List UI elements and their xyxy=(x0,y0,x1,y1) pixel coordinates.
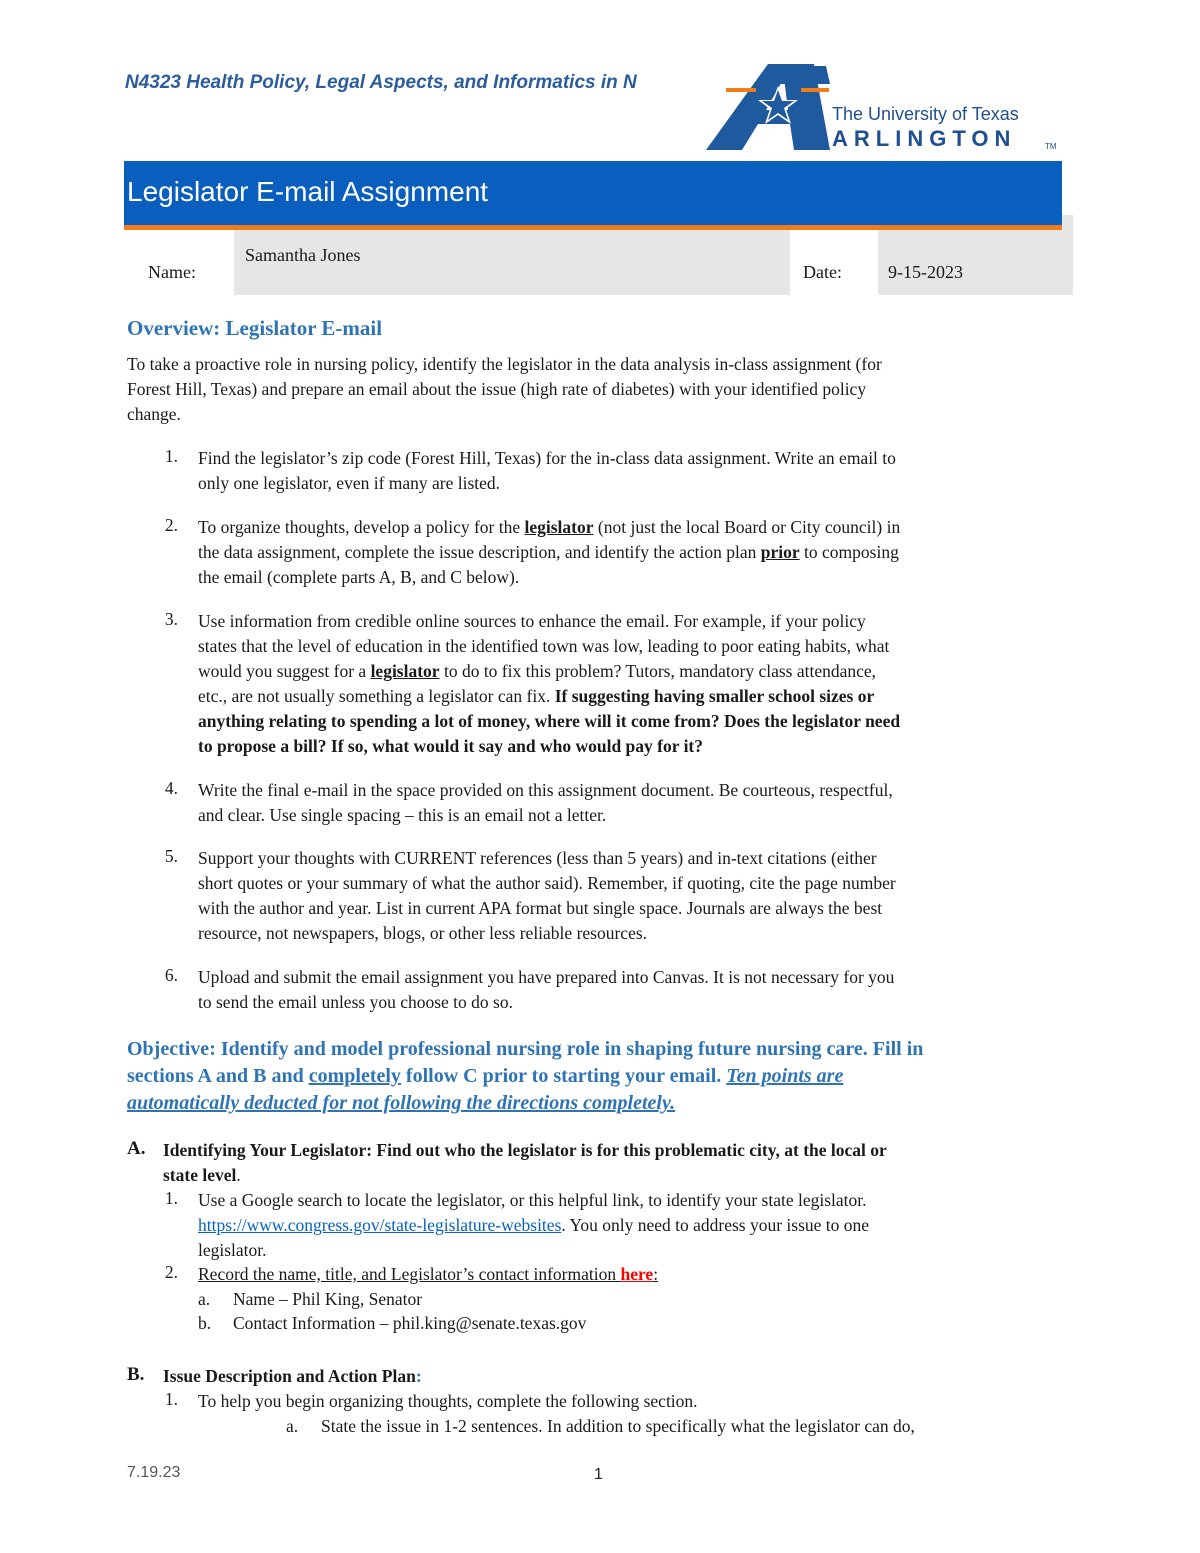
step-number: 5. xyxy=(164,846,178,866)
section-b-sub-a: State the issue in 1-2 sentences. In addition to specifically what the legislator can do, xyxy=(321,1416,915,1436)
step-1-text: Find the legislator’s zip code (Forest Hill, Texas) for the in-class data assignment. Write an email to only one legislator, even if many are listed. xyxy=(198,448,896,493)
objective-heading: Objective: Identify and model professional nursing role in shaping future nursing care. Fill in sections A and B and completely follow C prior to starting your email. Ten points are automatically deducted for not following the directions completely. xyxy=(127,1038,924,1114)
overview-paragraph: To take a proactive role in nursing policy, identify the legislator in the data analysis in-class assignment (for Forest Hill, Texas) and prepare an email about the issue (high rate of diabetes) with your identified policy change. xyxy=(127,354,882,424)
section-b-item-number: 1. xyxy=(164,1389,178,1409)
section-b-letter: B. xyxy=(127,1364,145,1385)
step-number: 3. xyxy=(164,609,178,629)
step-5-text: Support your thoughts with CURRENT references (less than 5 years) and in-text citations (either short quotes or your summary of what the author said). Remember, if quoting, cite the page number with the author and year. List in current APA format but single space. Journals are always the best resource, not newspapers, blogs, or other less reliable resources. xyxy=(198,848,896,943)
overview-heading: Overview: Legislator E-mail xyxy=(127,316,383,340)
step-4-text: Write the final e-mail in the space provided on this assignment document. Be courteous, respectful, and clear. Use single spacing – this is an email not a letter. xyxy=(198,780,893,825)
course-title: N4323 Health Policy, Legal Aspects, and Informatics in N xyxy=(125,72,637,93)
section-a-item-1: Use a Google search to locate the legislator, or this helpful link, to identify your state legislator. https://www.congress.gov/state-legislature-websites. You only need to address your issue to one legislator. xyxy=(198,1190,870,1260)
step-3-text: Use information from credible online sources to enhance the email. For example, if your policy states that the level of education in the identified town was low, leading to poor eating habits, what would you suggest for a legislator to do to fix this problem? Tutors, mandatory class attendance, etc., are not usually something a legislator can fix. If suggesting having smaller school sizes or anything relating to spending a lot of money, where will it come from? Does the legislator need to propose a bill? If so, what would it say and who would pay for it? xyxy=(198,611,901,756)
sub-item-letter: a. xyxy=(198,1289,211,1309)
banner-shadow xyxy=(1062,215,1073,295)
date-value[interactable]: 9-15-2023 xyxy=(888,262,963,282)
section-a-item-number: 2. xyxy=(164,1262,178,1282)
section-b-item-1: To help you begin organizing thoughts, complete the following section. xyxy=(198,1391,698,1411)
section-a-item-number: 1. xyxy=(164,1188,178,1208)
step-number: 4. xyxy=(164,778,178,798)
section-a-item-2: Record the name, title, and Legislator’s contact information here: xyxy=(198,1264,659,1284)
step-2-text: To organize thoughts, develop a policy for the legislator (not just the local Board or City council) in the data assignment, complete the issue description, and identify the action plan prior to composing the email (complete parts A, B, and C below). xyxy=(198,517,901,587)
step-number: 2. xyxy=(164,515,178,535)
page-number: 1 xyxy=(594,1466,603,1483)
step-number: 6. xyxy=(164,965,178,985)
legislator-contact: Contact Information – phil.king@senate.texas.gov xyxy=(233,1313,587,1333)
section-a-letter: A. xyxy=(127,1138,146,1159)
state-legislature-link[interactable]: https://www.congress.gov/state-legislature-websites xyxy=(198,1215,562,1235)
sub-item-letter: a. xyxy=(286,1416,299,1436)
date-label: Date: xyxy=(803,262,842,282)
page-title: Legislator E-mail Assignment xyxy=(127,176,489,207)
logo-trademark: TM xyxy=(1045,142,1057,151)
name-label: Name: xyxy=(148,262,196,282)
step-6-text: Upload and submit the email assignment you have prepared into Canvas. It is not necessary for you to send the email unless you choose to do so. xyxy=(198,967,895,1012)
logo-university-text: The University of Texas xyxy=(832,104,1019,124)
sub-item-letter: b. xyxy=(198,1313,212,1333)
section-b-title: Issue Description and Action Plan: xyxy=(163,1366,422,1386)
logo-arlington-text: ARLINGTON xyxy=(832,126,1017,151)
name-value[interactable]: Samantha Jones xyxy=(245,245,361,265)
legislator-name: Name – Phil King, Senator xyxy=(233,1289,423,1309)
section-a-title: Identifying Your Legislator: Find out who the legislator is for this problematic city, at the local or state level. xyxy=(163,1140,887,1185)
step-number: 1. xyxy=(164,446,178,466)
footer-version: 7.19.23 xyxy=(127,1464,181,1481)
